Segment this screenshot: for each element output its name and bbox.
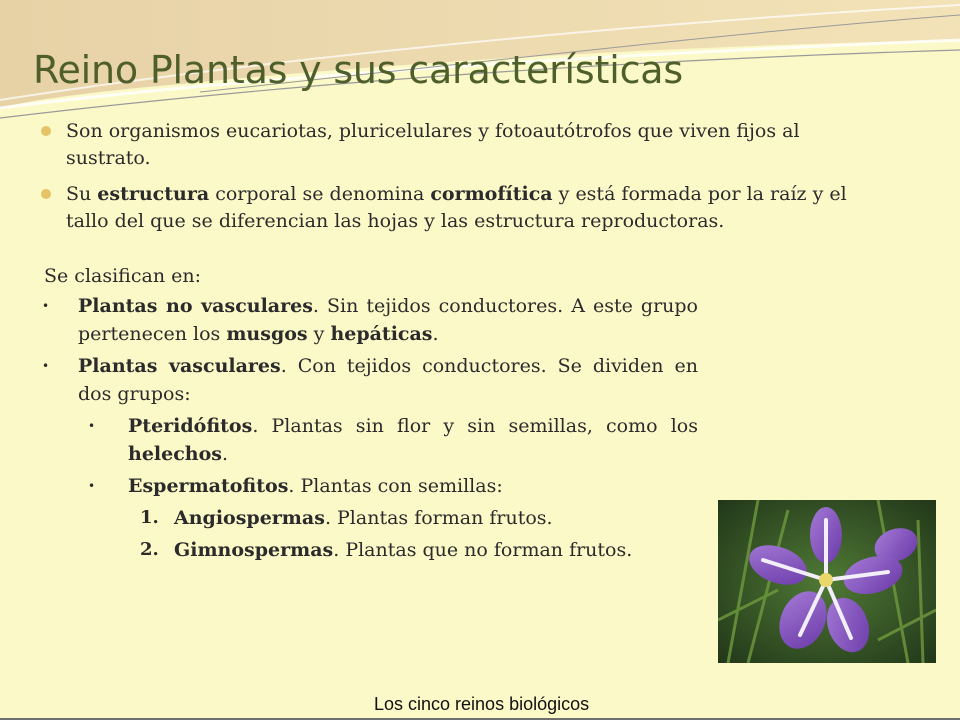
- text: . Plantas que no forman frutos.: [333, 539, 633, 561]
- bullet-text-part: corporal se denomina: [209, 183, 431, 205]
- bullet-item-organismos: [40, 118, 880, 172]
- bullet-bold-term: estructura: [97, 183, 210, 205]
- list-item-gimnospermas: [44, 536, 698, 564]
- bullet-dot-icon: [41, 126, 51, 136]
- term: musgos: [226, 323, 308, 345]
- text: . Plantas sin flor y sin semillas, como los: [252, 415, 698, 437]
- list-number: 2.: [140, 539, 159, 560]
- classification-lead: Se clasifican en:: [44, 265, 201, 287]
- list-item-vasculares: [44, 352, 698, 408]
- text: .: [221, 443, 229, 465]
- text: . Sin tejidos conductores. A este grupo pertenecen los: [78, 295, 698, 345]
- term: Gimnospermas: [174, 539, 334, 561]
- list-item-angiospermas: [44, 504, 698, 532]
- text: .: [432, 323, 439, 345]
- iris-flower-image: [718, 500, 936, 663]
- main-bullet-list: [40, 118, 880, 244]
- list-item-pteridofitos: [44, 412, 698, 468]
- bullet-text: Son organismos eucariotas, pluricelulares y fotoautótrofos que viven fijos al sustrato.: [66, 120, 800, 169]
- bullet-text-part: Su: [66, 183, 98, 205]
- term: Pteridófitos: [128, 415, 253, 437]
- bullet-icon: •: [42, 299, 50, 313]
- text: . Con tejidos conductores. Se dividen en dos grupos:: [78, 355, 698, 405]
- term: Espermatofitos: [128, 475, 289, 497]
- list-item-espermatofitos: [44, 472, 698, 500]
- text: y: [307, 323, 331, 345]
- page-title: Reino Plantas y sus características: [33, 48, 683, 92]
- bullet-item-estructura: [40, 181, 880, 235]
- term: helechos: [128, 443, 222, 465]
- list-number: 1.: [140, 507, 159, 528]
- bullet-icon: •: [88, 419, 96, 433]
- term: hepáticas: [330, 323, 433, 345]
- bullet-text-part: y está formada por la raíz y el tallo del que se diferencian las hojas y las estructura reproductoras.: [66, 183, 847, 232]
- list-item-no-vasculares: [44, 292, 698, 348]
- term: Plantas no vasculares: [78, 295, 313, 317]
- text: . Plantas con semillas:: [288, 475, 503, 497]
- bullet-dot-icon: [41, 189, 51, 199]
- footer-text: Los cinco reinos biológicos: [374, 694, 590, 714]
- text: . Plantas forman frutos.: [324, 507, 553, 529]
- term: Plantas vasculares: [78, 355, 281, 377]
- bullet-bold-term: cormofítica: [430, 183, 553, 205]
- term: Angiospermas: [174, 507, 325, 529]
- bullet-icon: •: [88, 479, 96, 493]
- classification-section: [44, 264, 698, 568]
- bullet-icon: •: [42, 359, 50, 373]
